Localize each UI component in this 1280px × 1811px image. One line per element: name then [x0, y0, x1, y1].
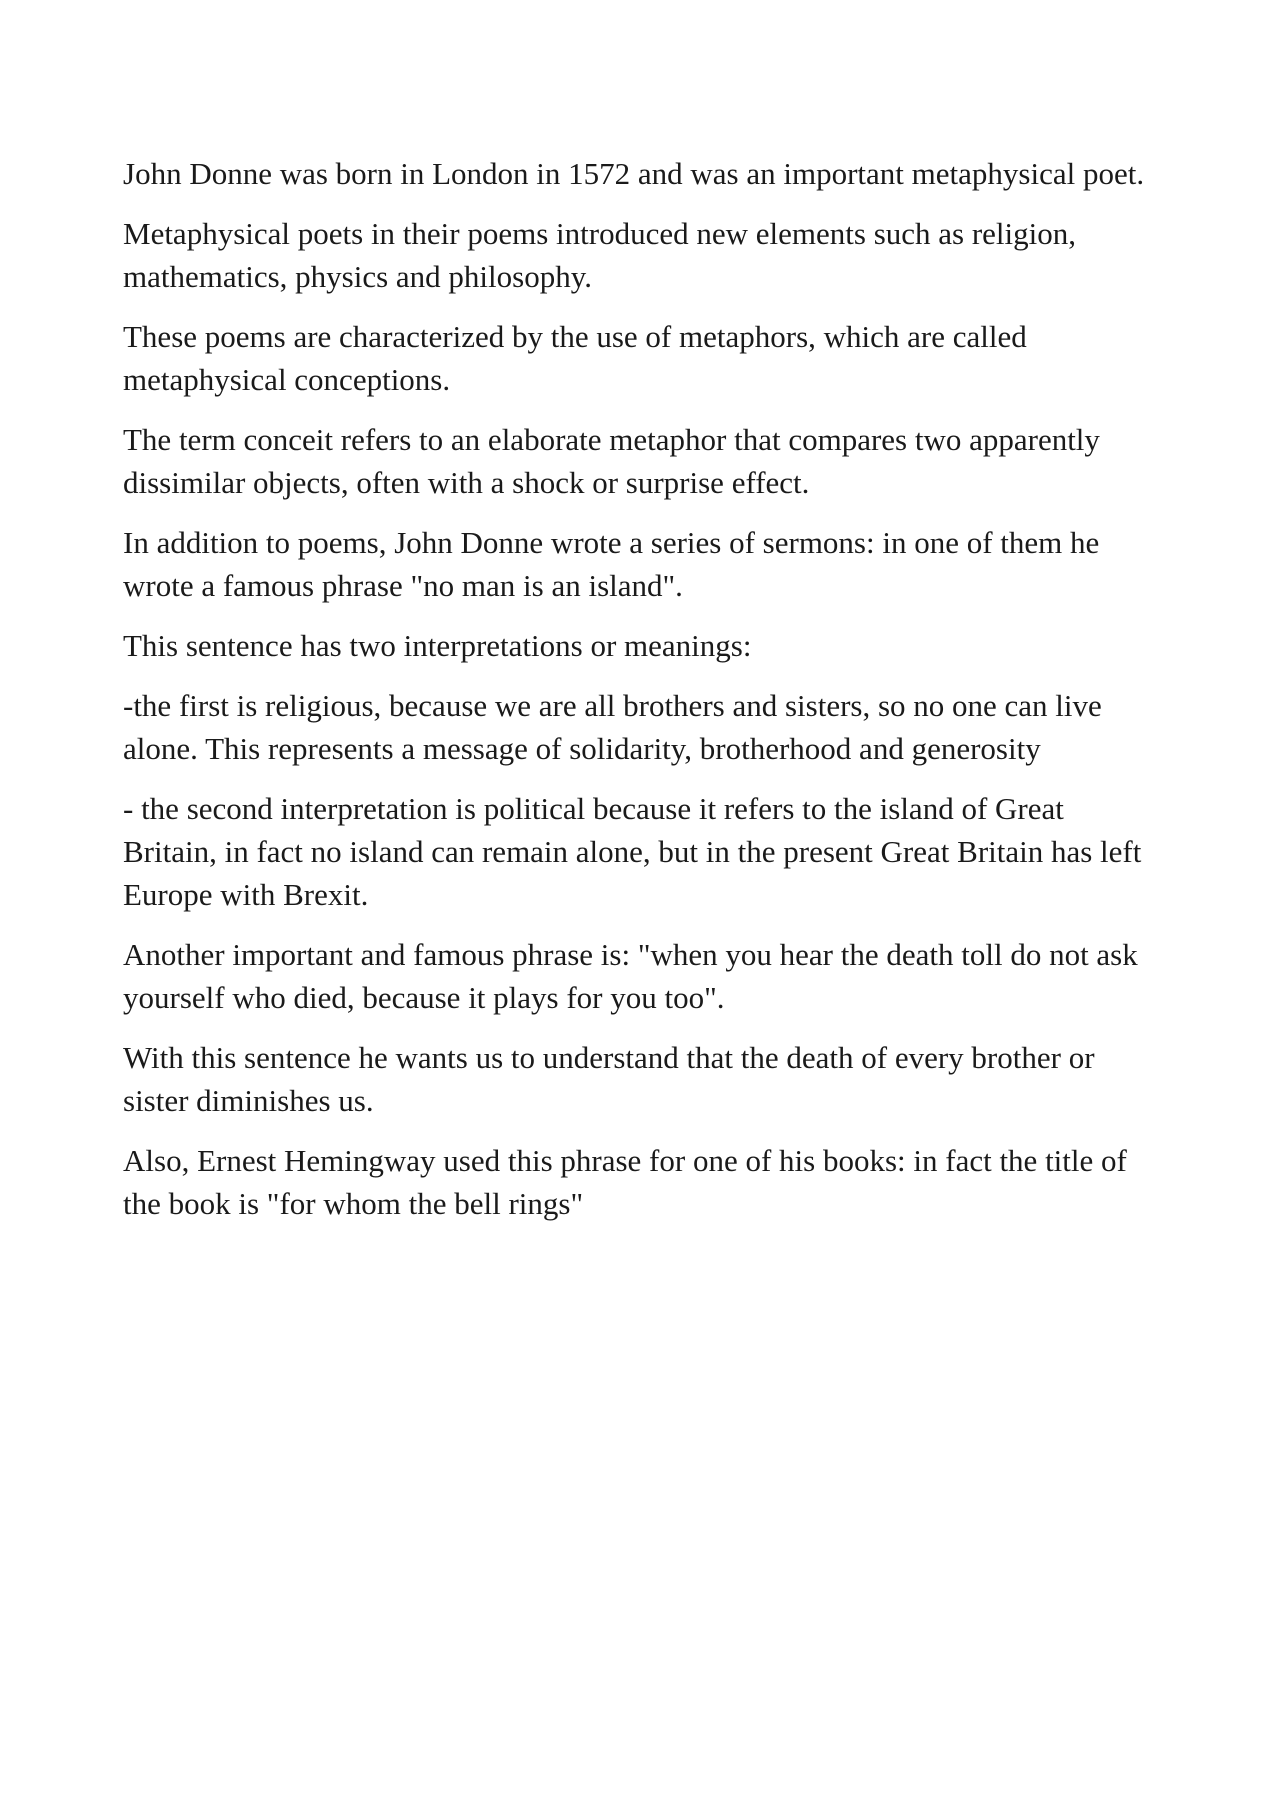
paragraph-religious: -the first is religious, because we are all brothers and sisters, so no one can live alone. This represents a message of solidarity, brotherhood and generosity [123, 688, 1102, 766]
paragraph-conceit: The term conceit refers to an elaborate metaphor that compares two apparently dissimilar objects, often with a shock or surprise effect. [123, 422, 1100, 500]
paragraph-intro: John Donne was born in London in 1572 and was an important metaphysical poet. [123, 156, 1145, 191]
paragraph-metaphysical-poets: Metaphysical poets in their poems introduced new elements such as religion, mathematics, physics and philosophy. [123, 216, 1077, 294]
paragraph-death-toll: Another important and famous phrase is: "when you hear the death toll do not ask yourself who died, because it plays for you too". [123, 937, 1138, 1015]
paragraph-hemingway: Also, Ernest Hemingway used this phrase for one of his books: in fact the title of the book is "for whom the bell rings" [123, 1143, 1127, 1221]
paragraph-sermons: In addition to poems, John Donne wrote a series of sermons: in one of them he wrote a famous phrase "no man is an island". [123, 525, 1100, 603]
paragraph-diminishes: With this sentence he wants us to understand that the death of every brother or sister diminishes us. [123, 1040, 1095, 1118]
document-body [123, 152, 1163, 1242]
paragraph-interpretations: This sentence has two interpretations or meanings: [123, 628, 752, 663]
paragraph-political: - the second interpretation is political because it refers to the island of Great Britain, in fact no island can remain alone, but in the present Great Britain has left Europe with Brexit. [123, 791, 1142, 912]
paragraph-metaphors: These poems are characterized by the use of metaphors, which are called metaphysical conceptions. [123, 319, 1027, 397]
